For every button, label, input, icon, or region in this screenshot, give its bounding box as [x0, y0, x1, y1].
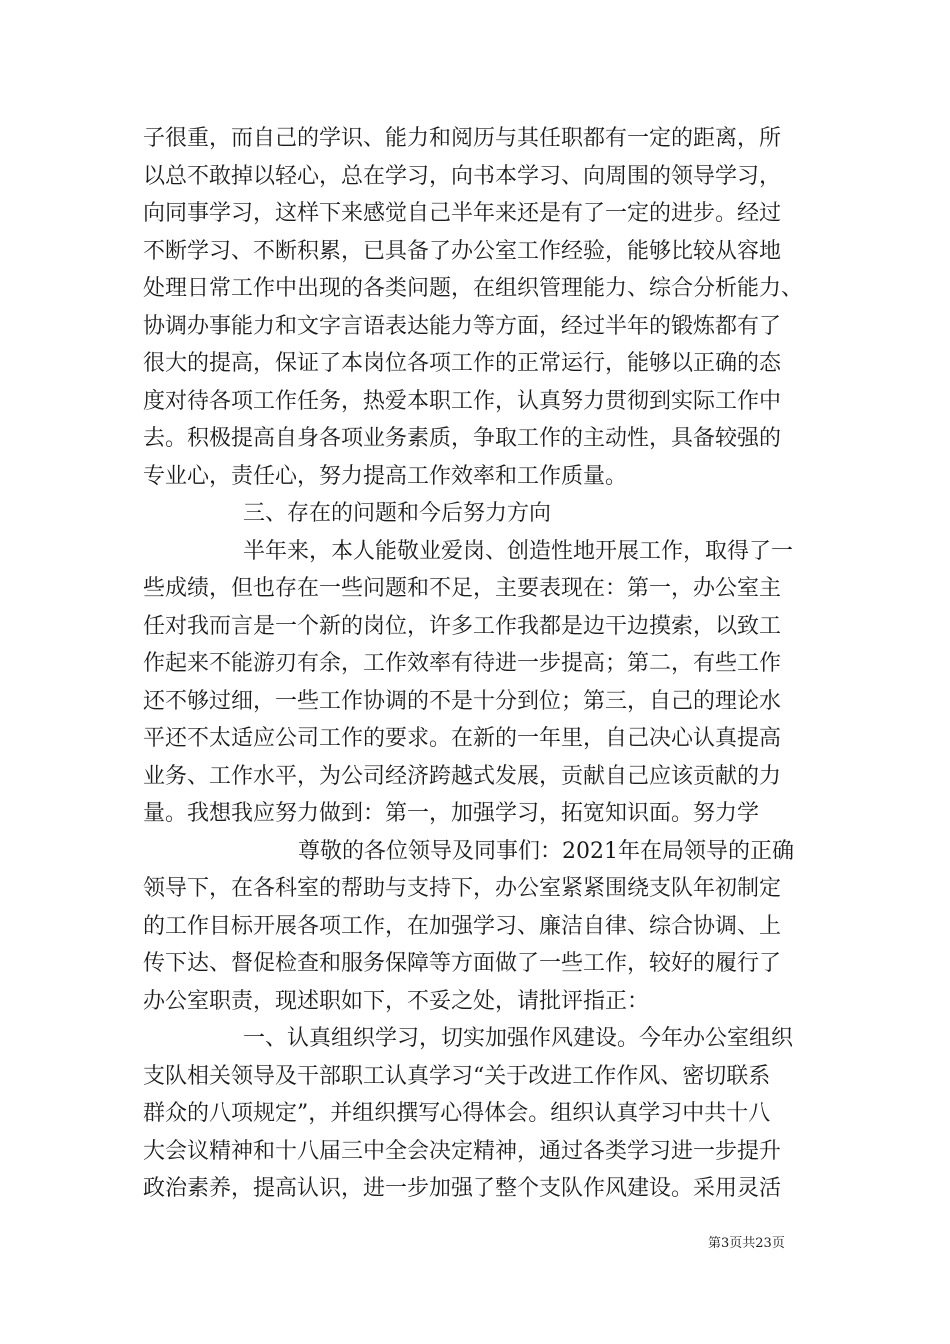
text-line: 办公室职责，现述职如下，不妥之处，请批评指正：	[143, 989, 650, 1014]
text-line: 传下达、督促检查和服务保障等方面做了一些工作，较好的履行了	[143, 951, 782, 976]
text-line: 量。我想我应努力做到：第一，加强学习，拓宽知识面。努力学	[143, 801, 760, 826]
text-line: 支队相关领导及干部职工认真学习“关于改进工作作风、密切联系	[143, 1064, 771, 1089]
text-line: 向同事学习，这样下来感觉自己半年来还是有了一定的进步。经过	[143, 201, 782, 226]
text-line: 政治素养，提高认识，进一步加强了整个支队作风建设。采用灵活	[143, 1176, 782, 1201]
text-line: 业务、工作水平，为公司经济跨越式发展，贡献自己应该贡献的力	[143, 764, 782, 789]
text-line: 度对待各项工作任务，热爱本职工作，认真努力贯彻到实际工作中	[143, 389, 782, 414]
text-line: 任对我而言是一个新的岗位，许多工作我都是边干边摸索，以致工	[143, 614, 782, 639]
text-line: 些成绩，但也存在一些问题和不足，主要表现在：第一，办公室主	[143, 576, 782, 601]
text-line: 专业心，责任心，努力提高工作效率和工作质量。	[143, 464, 628, 489]
text-line: 不断学习、不断积累，已具备了办公室工作经验，能够比较从容地	[143, 239, 782, 264]
text-line: 作起来不能游刃有余，工作效率有待进一步提高；第二，有些工作	[143, 651, 782, 676]
text-line: 半年来，本人能敬业爱岗、创造性地开展工作，取得了一	[243, 539, 794, 564]
section-heading: 三、存在的问题和今后努力方向	[243, 501, 552, 526]
section-heading: 一、认真组织学习，切实加强作风建设。今年办公室组织	[243, 1026, 794, 1051]
text-line: 的工作目标开展各项工作，在加强学习、廉洁自律、综合协调、上	[143, 914, 782, 939]
text-line: 尊敬的各位领导及同事们：2021年在局领导的正确	[298, 839, 794, 864]
text-line: 还不够过细，一些工作协调的不是十分到位；第三，自己的理论水	[143, 689, 782, 714]
text-line: 群众的八项规定”，并组织撰写心得体会。组织认真学习中共十八	[143, 1101, 771, 1126]
page-number: 第3页共23页	[708, 1236, 785, 1251]
text-line: 领导下，在各科室的帮助与支持下，办公室紧紧围绕支队年初制定	[143, 876, 782, 901]
text-line: 平还不太适应公司工作的要求。在新的一年里，自己决心认真提高	[143, 726, 782, 751]
text-line: 子很重，而自己的学识、能力和阅历与其任职都有一定的距离，所	[143, 126, 782, 151]
text-line: 协调办事能力和文字言语表达能力等方面，经过半年的锻炼都有了	[143, 314, 782, 339]
text-line: 大会议精神和十八届三中全会决定精神，通过各类学习进一步提升	[143, 1139, 782, 1164]
text-line: 很大的提高，保证了本岗位各项工作的正常运行，能够以正确的态	[143, 351, 782, 376]
text-line: 去。积极提高自身各项业务素质，争取工作的主动性，具备较强的	[143, 426, 782, 451]
text-line: 以总不敢掉以轻心，总在学习，向书本学习、向周围的领导学习，	[143, 164, 782, 189]
text-line: 处理日常工作中出现的各类问题，在组织管理能力、综合分析能力、	[143, 276, 804, 301]
